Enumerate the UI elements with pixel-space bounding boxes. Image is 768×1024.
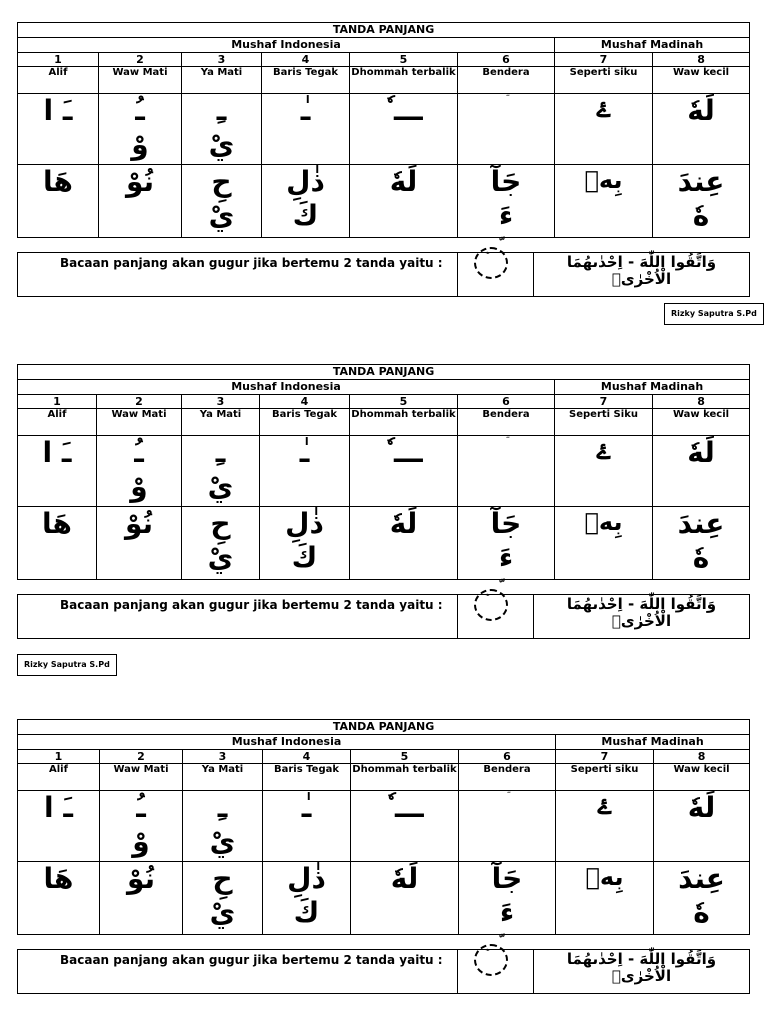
example-cell: بِهٖ bbox=[556, 862, 654, 935]
example-cell: عِندَ هٗ bbox=[653, 507, 750, 580]
note-table bbox=[17, 949, 750, 994]
example-cell: لَهٗ bbox=[351, 862, 459, 935]
sukun-symbol-cell bbox=[458, 950, 534, 994]
example-cell bbox=[458, 436, 555, 507]
example-cell: لَهٗ bbox=[350, 165, 458, 238]
col-label: Dhommah terbalik bbox=[351, 764, 459, 791]
col-number: 1 bbox=[18, 750, 100, 764]
section-madinah: Mushaf Madinah bbox=[555, 380, 750, 395]
example-cell bbox=[458, 94, 555, 165]
col-number: 1 bbox=[18, 53, 99, 67]
col-label: Bendera bbox=[458, 409, 555, 436]
dashed-circle-icon bbox=[474, 589, 508, 621]
col-label: Waw Mati bbox=[100, 764, 183, 791]
col-label: Baris Tegak bbox=[260, 409, 350, 436]
example-cell: ـُ وْ bbox=[99, 94, 182, 165]
col-number: 8 bbox=[654, 750, 750, 764]
col-number: 6 bbox=[458, 53, 555, 67]
example-cell: ذٰلِ كَ bbox=[260, 507, 350, 580]
example-cell: ـِ يْ bbox=[183, 791, 263, 862]
example-cell: حِ يْ bbox=[182, 165, 262, 238]
col-label: Ya Mati bbox=[183, 764, 263, 791]
note-text: Bacaan panjang akan gugur jika bertemu 2 tanda yaitu : bbox=[18, 595, 458, 639]
col-label: Alif bbox=[18, 409, 97, 436]
col-number: 3 bbox=[182, 53, 262, 67]
sukun-symbol-cell bbox=[458, 253, 534, 297]
col-label: Alif bbox=[18, 764, 100, 791]
section-indonesia: Mushaf Indonesia bbox=[18, 38, 555, 53]
verse-example: وَاتَّقُوا اللّٰهَ - اِحْدٰىهُمَا الْاُخْرٰىۗ bbox=[534, 595, 750, 639]
dashed-circle-icon bbox=[474, 247, 508, 279]
note-table bbox=[17, 594, 750, 639]
example-cell: ـَ ا bbox=[18, 94, 99, 165]
col-number: 7 bbox=[556, 750, 654, 764]
example-cell: ـــ ٗ bbox=[350, 436, 458, 507]
col-label: Dhommah terbalik bbox=[350, 409, 458, 436]
example-cell: حِ يْ bbox=[183, 862, 263, 935]
section-madinah: Mushaf Madinah bbox=[556, 735, 750, 750]
col-label: Ya Mati bbox=[182, 67, 262, 94]
tanda-panjang-table bbox=[17, 22, 750, 238]
col-label: Ya Mati bbox=[182, 409, 260, 436]
example-cell: نُوْ bbox=[99, 165, 182, 238]
example-cell: جَآ ءَ bbox=[458, 507, 555, 580]
dashed-circle-icon bbox=[474, 944, 508, 976]
col-number: 7 bbox=[555, 53, 653, 67]
example-cell: بِهٖ bbox=[555, 165, 653, 238]
tanda-panjang-block-2 bbox=[17, 364, 749, 639]
section-indonesia: Mushaf Indonesia bbox=[18, 380, 555, 395]
example-cell: ـَ ا bbox=[18, 436, 97, 507]
example-cell: ـُ وْ bbox=[100, 791, 183, 862]
col-number: 5 bbox=[351, 750, 459, 764]
example-cell: ـٰ bbox=[263, 791, 351, 862]
example-cell: ـِ يْ bbox=[182, 94, 262, 165]
example-cell: ـٰ bbox=[260, 436, 350, 507]
tanda-panjang-block-1 bbox=[17, 22, 749, 297]
col-label: Waw kecil bbox=[654, 764, 750, 791]
example-cell: ذٰلِ كَ bbox=[263, 862, 351, 935]
col-number: 4 bbox=[262, 53, 350, 67]
example-cell: لَهٗ bbox=[653, 436, 750, 507]
note-text: Bacaan panjang akan gugur jika bertemu 2 tanda yaitu : bbox=[18, 253, 458, 297]
col-number: 7 bbox=[555, 395, 653, 409]
col-label: Seperti siku bbox=[556, 764, 654, 791]
example-cell: ـــ ٗ bbox=[350, 94, 458, 165]
col-number: 1 bbox=[18, 395, 97, 409]
example-cell: لَهٗ bbox=[653, 94, 750, 165]
col-number: 4 bbox=[260, 395, 350, 409]
note-table bbox=[17, 252, 750, 297]
section-indonesia: Mushaf Indonesia bbox=[18, 735, 556, 750]
author-credit: Rizky Saputra S.Pd bbox=[17, 654, 117, 676]
table-title: TANDA PANJANG bbox=[18, 23, 750, 38]
section-madinah: Mushaf Madinah bbox=[555, 38, 750, 53]
col-number: 5 bbox=[350, 53, 458, 67]
example-cell: عِندَ هٗ bbox=[654, 862, 750, 935]
col-label: Seperti siku bbox=[555, 67, 653, 94]
example-cell: هَا bbox=[18, 862, 100, 935]
col-label: Waw kecil bbox=[653, 67, 750, 94]
example-cell: ـــ ٗ bbox=[351, 791, 459, 862]
col-label: Waw Mati bbox=[97, 409, 182, 436]
table-title: TANDA PANJANG bbox=[18, 720, 750, 735]
example-cell: نُوْ bbox=[97, 507, 182, 580]
example-cell: ـِ يْ bbox=[182, 436, 260, 507]
col-label: Seperti Siku bbox=[555, 409, 653, 436]
example-cell: ـَ ا bbox=[18, 791, 100, 862]
col-label: Bendera bbox=[458, 67, 555, 94]
verse-example: وَاتَّقُوا اللّٰهَ - اِحْدٰىهُمَا الْاُخْرٰىۗ bbox=[534, 950, 750, 994]
example-cell: لَهٗ bbox=[350, 507, 458, 580]
col-label: Bendera bbox=[459, 764, 556, 791]
col-label: Dhommah terbalik bbox=[350, 67, 458, 94]
note-text: Bacaan panjang akan gugur jika bertemu 2 tanda yaitu : bbox=[18, 950, 458, 994]
example-cell: هَا bbox=[18, 507, 97, 580]
example-cell: جَآ ءَ bbox=[459, 862, 556, 935]
col-number: 6 bbox=[458, 395, 555, 409]
tanda-panjang-table bbox=[17, 364, 750, 580]
col-number: 2 bbox=[97, 395, 182, 409]
col-number: 3 bbox=[182, 395, 260, 409]
verse-example: وَاتَّقُوا اللّٰهَ - اِحْدٰىهُمَا الْاُخْرٰىۗ bbox=[534, 253, 750, 297]
col-number: 8 bbox=[653, 395, 750, 409]
col-label: Waw Mati bbox=[99, 67, 182, 94]
author-credit: Rizky Saputra S.Pd bbox=[664, 303, 764, 325]
col-number: 5 bbox=[350, 395, 458, 409]
col-label: Waw kecil bbox=[653, 409, 750, 436]
col-number: 8 bbox=[653, 53, 750, 67]
col-label: Alif bbox=[18, 67, 99, 94]
example-cell: نُوْ bbox=[100, 862, 183, 935]
example-cell: عِندَ هٗ bbox=[653, 165, 750, 238]
example-cell: بِهٖ bbox=[555, 507, 653, 580]
example-cell: جَآ ءَ bbox=[458, 165, 555, 238]
example-cell: ۓ bbox=[556, 791, 654, 862]
col-number: 4 bbox=[263, 750, 351, 764]
example-cell: حِ يْ bbox=[182, 507, 260, 580]
example-cell: لَهٗ bbox=[654, 791, 750, 862]
tanda-panjang-block-3 bbox=[17, 719, 749, 994]
col-label: Baris Tegak bbox=[263, 764, 351, 791]
col-number: 6 bbox=[459, 750, 556, 764]
col-label: Baris Tegak bbox=[262, 67, 350, 94]
example-cell: ـٰ bbox=[262, 94, 350, 165]
example-cell: ذٰلِ كَ bbox=[262, 165, 350, 238]
example-cell bbox=[459, 791, 556, 862]
example-cell: ۓ bbox=[555, 94, 653, 165]
col-number: 2 bbox=[100, 750, 183, 764]
col-number: 3 bbox=[183, 750, 263, 764]
col-number: 2 bbox=[99, 53, 182, 67]
sukun-symbol-cell bbox=[458, 595, 534, 639]
example-cell: ۓ bbox=[555, 436, 653, 507]
tanda-panjang-table bbox=[17, 719, 750, 935]
table-title: TANDA PANJANG bbox=[18, 365, 750, 380]
example-cell: هَا bbox=[18, 165, 99, 238]
example-cell: ـُ وْ bbox=[97, 436, 182, 507]
